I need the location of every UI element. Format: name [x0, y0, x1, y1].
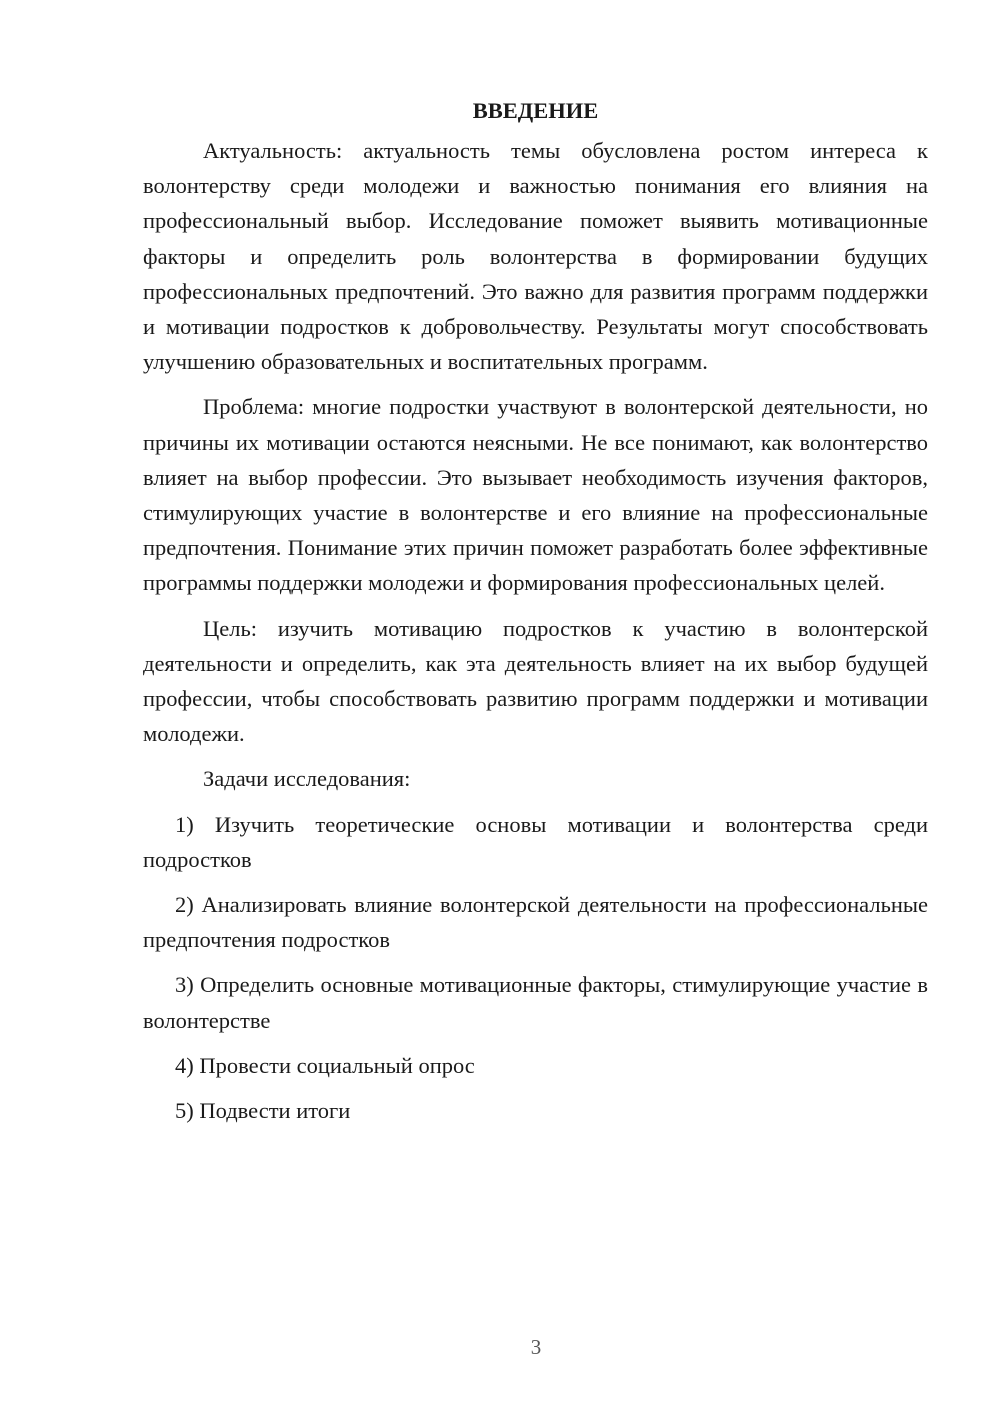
list-item-task-4: 4) Провести социальный опрос: [175, 1052, 475, 1078]
page-title: ВВЕДЕНИЕ: [472, 98, 599, 123]
list-item-task-2: 2) Анализировать влияние волонтерской деятельности на профессиональные предпочтения подростков: [143, 892, 928, 953]
page-number: 3: [530, 1335, 542, 1359]
paragraph-tasks-heading: Задачи исследования:: [203, 766, 411, 792]
paragraph-relevance: Актуальность: актуальность темы обусловлена ростом интереса к волонтерству среди молодежи и важностью понимания его влияния на профессиональный выбор. Исследование поможет выявить мотивационные факторы и определить роль волонтерства в формировании будущих профессиональных предпочтений. Это важно для развития программ поддержки и мотивации подростков к добровольчеству. Результаты могут способствовать улучшению образовательных и воспитательных программ.: [143, 138, 928, 375]
paragraph-goal: Цель: изучить мотивацию подростков к участию в волонтерской деятельности и определить, как эта деятельность влияет на их выбор будущей профессии, чтобы способствовать развитию программ поддержки и мотивации молодежи.: [143, 615, 928, 747]
paragraph-problem: Проблема: многие подростки участвуют в волонтерской деятельности, но причины их мотивации остаются неясными. Не все понимают, как волонтерство влияет на выбор профессии. Это вызывает необходимость изучения факторов, стимулирующих участие в волонтерстве и его влияние на профессиональные предпочтения. Понимание этих причин поможет разработать более эффективные программы поддержки молодежи и формирования профессиональных целей.: [143, 394, 928, 596]
list-item-task-5: 5) Подвести итоги: [175, 1098, 351, 1124]
list-item-task-3: 3) Определить основные мотивационные факторы, стимулирующие участие в волонтерстве: [143, 972, 928, 1033]
list-item-task-1: 1) Изучить теоретические основы мотивации и волонтерства среди подростков: [143, 811, 928, 872]
page-body: [143, 93, 928, 1138]
